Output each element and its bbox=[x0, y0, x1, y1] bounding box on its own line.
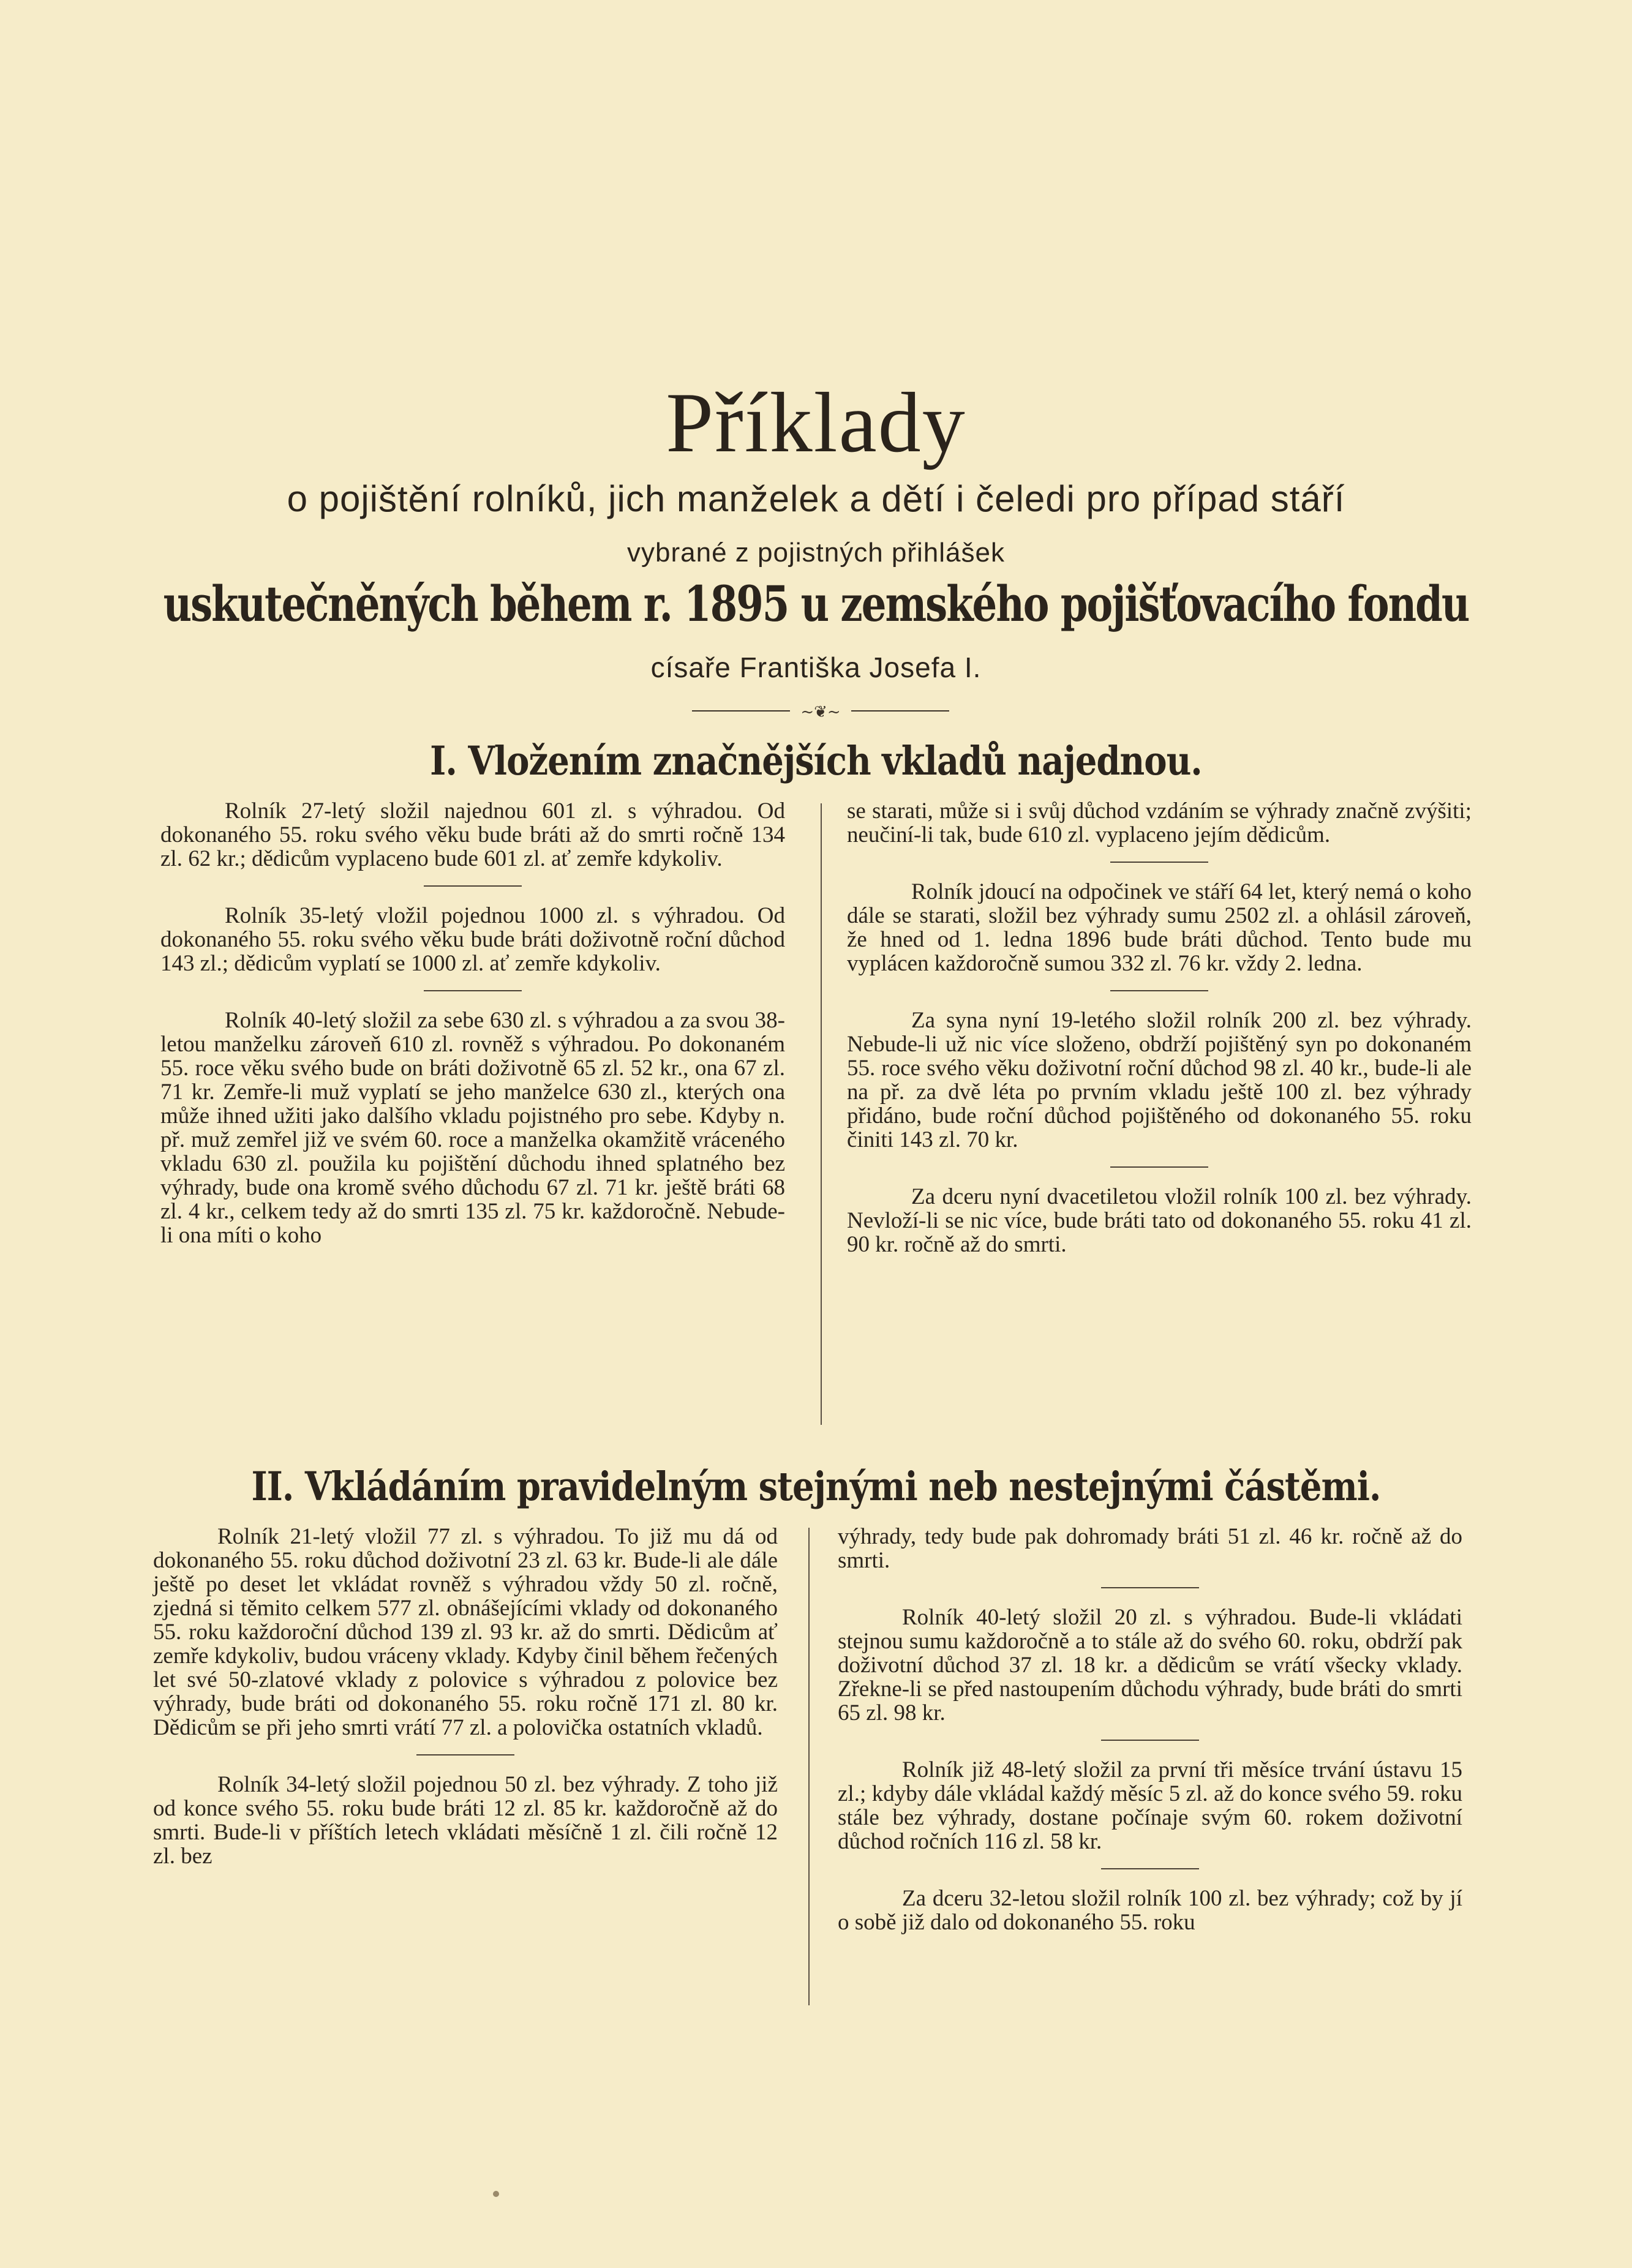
subtitle-line-2: vybrané z pojistných přihlášek bbox=[627, 538, 1005, 568]
subtitle-line-4: císaře Františka Josefa I. bbox=[650, 651, 982, 683]
divider bbox=[1101, 1868, 1199, 1869]
paragraph: se starati, může si i svůj důchod vzdáním se výhrady značně zvýšiti; neučiní-li tak, bude 610 zl. vyplaceno jejím dědicům. bbox=[847, 798, 1472, 847]
paragraph: Rolník 27-letý složil najednou 601 zl. s výhradou. Od dokonaného 55. roku svého věku bude bráti až do smrti ročně 134 zl. 62 kr.; dědicům vyplaceno bude 601 zl. ať zemře kdykoliv. bbox=[160, 798, 785, 871]
section-1-heading: I. Vložením značnějších vkladů najednou. bbox=[430, 738, 1202, 784]
divider bbox=[1101, 1587, 1199, 1588]
section-1-right-column bbox=[847, 799, 1472, 1256]
paragraph: Rolník již 48-letý složil za první tři měsíce trvání ústavu 15 zl.; kdyby dále vkládal každý měsíc 5 zl. až do konce svého 59. roku stále bez výhrady, dostane počínaje svým 60. rokem doživotní důchod ročních 116 zl. 58 kr. bbox=[838, 1757, 1462, 1854]
section-2-right-column bbox=[838, 1525, 1462, 1934]
ornament-divider: ~❦~ bbox=[692, 703, 949, 715]
paragraph: Rolník jdoucí na odpočinek ve stáří 64 let, který nemá o koho dále se starati, složil bez výhrady sumu 2502 zl. a ohlásil zároveň, že hned od 1. ledna 1896 bude bráti důchod. Tento bude mu vyplácen každoročně sumou 332 zl. 76 kr. vždy 2. ledna. bbox=[847, 879, 1472, 976]
page-title: Příklady bbox=[666, 375, 966, 470]
subtitle-line-3: uskutečněných během r. 1895 u zemského pojišťovacího fondu bbox=[163, 576, 1469, 633]
section-2-heading: II. Vkládáním pravidelným stejnými neb nestejnými částěmi. bbox=[251, 1463, 1381, 1510]
divider bbox=[1110, 1166, 1208, 1168]
paragraph: výhrady, tedy bude pak dohromady bráti 51 zl. 46 kr. ročně až do smrti. bbox=[838, 1524, 1462, 1573]
paragraph: Rolník 34-letý složil pojednou 50 zl. bez výhrady. Z toho již od konce svého 55. roku bude bráti 12 zl. 85 kr. každoročně až do smrti. Bude-li v příštích letech vkládati měsíčně 1 zl. čili ročně 12 zl. bez bbox=[153, 1772, 778, 1869]
paragraph: Rolník 35-letý vložil pojednou 1000 zl. s výhradou. Od dokonaného 55. roku svého věku bude bráti doživotně roční důchod 143 zl.; dědicům vyplatí se 1000 zl. ať zemře kdykoliv. bbox=[160, 903, 785, 976]
divider bbox=[1110, 862, 1208, 863]
divider bbox=[424, 885, 522, 887]
ink-spot bbox=[493, 2191, 499, 2197]
paragraph: Za syna nyní 19-letého složil rolník 200 zl. bez výhrady. Nebude-li už nic více složeno, obdrží pojištěný syn po dokonaném 55. roce svého věku doživotní roční důchod 98 zl. 40 kr., bude-li ale na př. za dvě léta po prvním vkladu ještě 100 zl. bez výhrady přidáno, bude roční důchod pojištěného od dokonaného 55. roku činiti 143 zl. 70 kr. bbox=[847, 1008, 1472, 1152]
paragraph: Za dceru 32-letou složil rolník 100 zl. bez výhrady; což by jí o sobě již dalo od dokonaného 55. roku bbox=[838, 1886, 1462, 1935]
divider bbox=[424, 990, 522, 991]
section-2-left-column bbox=[153, 1525, 778, 1868]
column-rule bbox=[821, 803, 822, 1425]
column-rule bbox=[808, 1528, 810, 2005]
section-1-left-column bbox=[160, 799, 785, 1247]
subtitle-line-1: o pojištění rolníků, jich manželek a dětí i čeledi pro případ stáří bbox=[287, 478, 1345, 519]
divider bbox=[416, 1754, 514, 1755]
paragraph: Rolník 40-letý složil za sebe 630 zl. s výhradou a za svou 38-letou manželku zároveň 610 zl. rovněž s výhradou. Po dokonaném 55. roce věku svého bude on bráti doživotně 65 zl. 52 kr., ona 67 zl. 71 kr. Zemře-li muž vyplatí se jeho manželce 630 zl., kterých ona může ihned užiti jako dalšího vkladu pojistného pro sebe. Kdyby n. př. muž zemřel již ve svém 60. roce a manželka okamžitě vráceného vkladu 630 zl. použila ku pojištění důchodu ihned splatného bez výhrady, bude ona kromě svého důchodu 67 zl. 71 kr. ještě bráti 68 zl. 4 kr., celkem tedy až do smrti 135 zl. 75 kr. každoročně. Nebude-li ona míti o koho bbox=[160, 1008, 785, 1248]
paragraph: Rolník 21-letý vložil 77 zl. s výhradou. To již mu dá od dokonaného 55. roku důchod doživotní 23 zl. 63 kr. Bude-li ale dále ještě po deset let vkládat rovněž s výhradou vždy 50 zl. ročně, zjedná si těmito celkem 577 zl. obnášejícími vklady od dokonaného 55. roku každoroční důchod 139 zl. 93 kr. až do smrti. Dědicům ať zemře kdykoliv, budou vráceny vklady. Kdyby činil během řečených let své 50-zlatové vklady z polovice s výhradou z polovice bez výhrady, bude bráti od dokonaného 55. roku ročně 171 zl. 80 kr. Dědicům se při jeho smrti vrátí 77 zl. a polovička ostatních vkladů. bbox=[153, 1524, 778, 1740]
paragraph: Za dceru nyní dvacetiletou vložil rolník 100 zl. bez výhrady. Nevloží-li se nic více, bude bráti tato od dokonaného 55. roku 41 zl. 90 kr. ročně až do smrti. bbox=[847, 1184, 1472, 1257]
divider bbox=[1110, 990, 1208, 991]
divider bbox=[1101, 1740, 1199, 1741]
paragraph: Rolník 40-letý složil 20 zl. s výhradou. Bude-li vkládati stejnou sumu každoročně a to stále až do svého 60. roku, obdrží pak doživotní důchod 37 zl. 18 kr. a dědicům se vrátí všecky vklady. Zřekne-li se před nastoupením důchodu výhrady, bude bráti do smrti 65 zl. 98 kr. bbox=[838, 1605, 1462, 1725]
